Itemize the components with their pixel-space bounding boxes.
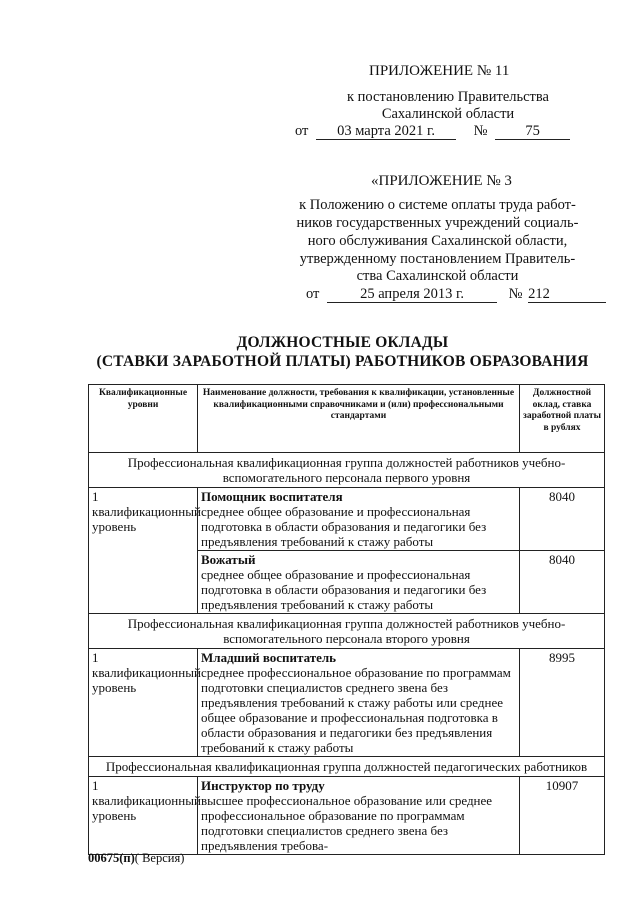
salary-cell: 8040 xyxy=(520,488,605,551)
from-label-2: от xyxy=(306,286,320,302)
appendix-date-line xyxy=(295,122,570,140)
header-salary: Должностной оклад, ставка заработной платы в рублях xyxy=(520,385,605,453)
appendix-date-field: 03 марта 2021 г. xyxy=(316,123,456,140)
document-footer xyxy=(88,851,184,866)
appendix2-line-5: ства Сахалинской области xyxy=(356,268,519,284)
salary-cell: 8040 xyxy=(520,551,605,614)
appendix2-line-3: ного обслуживания Сахалинской области, xyxy=(307,233,568,249)
position-name: Инструктор по труду xyxy=(201,778,325,793)
appendix-number-field: 75 xyxy=(495,123,570,140)
salary-table xyxy=(88,384,605,855)
appendix2-line-2: ников государственных учреждений социаль- xyxy=(296,215,579,231)
level-cell: 1 квалификационный уровень xyxy=(89,777,198,855)
level-cell: 1 квалификационный уровень xyxy=(89,649,198,757)
salary-cell: 8995 xyxy=(520,649,605,757)
appendix2-date-line xyxy=(306,285,606,303)
appendix2-title: «ПРИЛОЖЕНИЕ № 3 xyxy=(371,173,512,189)
group-1-label: Профессиональная квалификационная группа должностей работников учебно-вспомогательного персонала первого уровня xyxy=(89,453,605,488)
number-label-2: № xyxy=(508,286,523,302)
position-name: Вожатый xyxy=(201,552,256,567)
table-row xyxy=(89,777,605,855)
document-title-line-2: (СТАВКИ ЗАРАБОТНОЙ ПЛАТЫ) РАБОТНИКОВ ОБРАЗОВАНИЯ xyxy=(96,353,589,370)
document-version: ( Версия) xyxy=(134,851,185,865)
salary-cell: 10907 xyxy=(520,777,605,855)
position-cell xyxy=(198,551,520,614)
group-row xyxy=(89,453,605,488)
position-requirements: среднее общее образование и профессиональная подготовка в области образования и педагогики без предъявления требований к стажу работы xyxy=(201,567,487,612)
group-row xyxy=(89,757,605,777)
table-row xyxy=(89,488,605,551)
table-header-row xyxy=(89,385,605,453)
group-3-label: Профессиональная квалификационная группа должностей педагогических работников xyxy=(89,757,605,777)
position-cell xyxy=(198,777,520,855)
position-requirements: среднее профессиональное образование по программам подготовки специалистов среднего звена без предъявления требований к стажу работы или среднее общее образование и профессиональная подготовка в области образования и педагогики без предъявления требований к стажу работы xyxy=(201,665,511,755)
number-label: № xyxy=(473,123,488,139)
appendix2-number-field: 212 xyxy=(528,286,606,303)
header-position: Наименование должности, требования к квалификации, установленные квалификационными справочниками и (или) профессиональными стандартами xyxy=(198,385,520,453)
appendix-title: ПРИЛОЖЕНИЕ № 11 xyxy=(369,63,510,79)
appendix2-date-field: 25 апреля 2013 г. xyxy=(327,286,497,303)
position-cell xyxy=(198,649,520,757)
document-code: 00675(п) xyxy=(88,851,135,865)
position-requirements: высшее профессиональное образование или среднее профессиональное образование по программам подготовки специалистов среднего звена без предъявления требова- xyxy=(201,793,493,853)
from-label: от xyxy=(295,123,309,139)
position-cell xyxy=(198,488,520,551)
position-name: Помощник воспитателя xyxy=(201,489,343,504)
header-levels: Квалификационные уровни xyxy=(89,385,198,453)
appendix-line-1: к постановлению Правительства xyxy=(347,89,549,105)
position-requirements: среднее общее образование и профессиональная подготовка в области образования и педагогики без предъявления требований к стажу работы xyxy=(201,504,487,549)
document-title-line-1: ДОЛЖНОСТНЫЕ ОКЛАДЫ xyxy=(236,334,449,351)
group-row xyxy=(89,614,605,649)
position-name: Младший воспитатель xyxy=(201,650,337,665)
level-cell: 1 квалификационный уровень xyxy=(89,488,198,614)
group-2-label: Профессиональная квалификационная группа должностей работников учебно-вспомогательного персонала второго уровня xyxy=(89,614,605,649)
appendix2-line-4: утвержденному постановлением Правитель- xyxy=(299,251,576,267)
document-title xyxy=(60,333,625,371)
appendix2-line-1: к Положению о системе оплаты труда работ- xyxy=(299,197,576,213)
appendix-line-2: Сахалинской области xyxy=(381,106,515,122)
table-row xyxy=(89,649,605,757)
